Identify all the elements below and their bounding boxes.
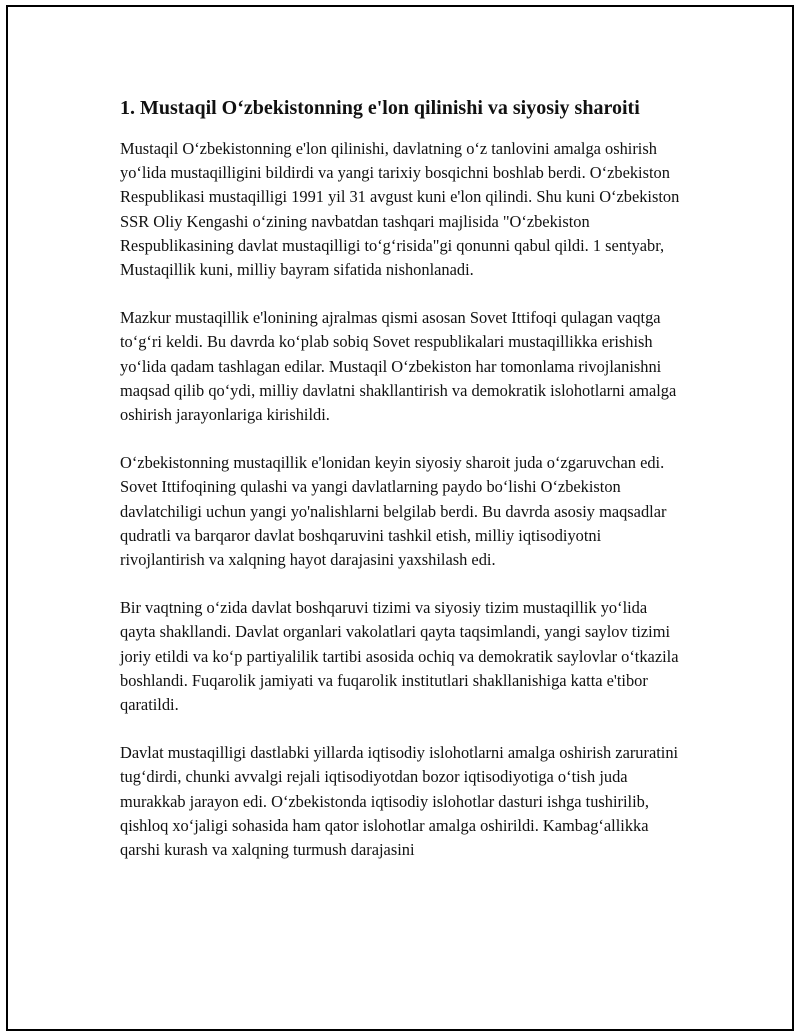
paragraph-governance-system: Bir vaqtning o‘zida davlat boshqaruvi tizimi va siyosiy tizim mustaqillik yo‘lida qayta shakllandi. Davlat organlari vakolatlari qayta taqsimlandi, yangi saylov tizimi joriy etildi va ko‘p partiyalilik tartibi asosida ochiq va demokratik saylovlar o‘tkazila boshlandi. Fuqarolik jamiyati va fuqarolik institutlari shakllanishiga katta e'tibor qaratildi.	[120, 598, 679, 715]
paragraph-political-situation: O‘zbekistonning mustaqillik e'lonidan keyin siyosiy sharoit juda o‘zgaruvchan edi. Sovet Ittifoqining qulashi va yangi davlatlarning paydo bo‘lishi O‘zbekiston davlatchiligi uchun yangi yo'nalishlarni belgilab berdi. Bu davrda asosiy maqsadlar qudratli va barqaror davlat boshqaruvini tashkil etish, milliy iqtisodiyotni rivojlantirish va xalqning hayot darajasini yaxshilash edi.	[120, 453, 667, 570]
paragraph-independence-declaration: Mustaqil O‘zbekistonning e'lon qilinishi, davlatning o‘z tanlovini amalga oshirish yo‘lida mustaqilligini bildirdi va yangi tarixiy bosqichni boshlab berdi. O‘zbekiston Respublikasi mustaqilligi 1991 yil 31 avgust kuni e'lon qilindi. Shu kuni O‘zbekiston SSR Oliy Kengashi o‘zining navbatdan tashqari majlisida "O‘zbekiston Respublikasining davlat mustaqilligi to‘g‘risida"gi qonunni qabul qildi. 1 sentyabr, Mustaqillik kuni, milliy bayram sifatida nishonlanadi.	[120, 139, 680, 280]
paragraph-soviet-collapse: Mazkur mustaqillik e'lonining ajralmas qismi asosan Sovet Ittifoqi qulagan vaqtga to‘g‘ri keldi. Bu davrda ko‘plab sobiq Sovet respublikalari mustaqillikka erishish yo‘lida qadam tashlagan edilar. Mustaqil O‘zbekiston har tomonlama rivojlanishni maqsad qilib qo‘ydi, milliy davlatni shakllantirish va demokratik islohotlarni amalga oshirish jarayonlariga kirishildi.	[120, 308, 677, 425]
document-content	[120, 95, 685, 886]
document-page	[6, 5, 794, 1031]
paragraph-economic-reforms: Davlat mustaqilligi dastlabki yillarda iqtisodiy islohotlarni amalga oshirish zaruratini tug‘dirdi, chunki avvalgi rejali iqtisodiyotdan bozor iqtisodiyotiga o‘tish juda murakkab jarayon edi. O‘zbekistonda iqtisodiy islohotlar dasturi ishga tushirilib, qishloq xo‘jaligi sohasida ham qator islohotlar amalga oshirildi. Kambag‘allikka qarshi kurash va xalqning turmush darajasini	[120, 743, 679, 860]
section-title: 1. Mustaqil O‘zbekistonning e'lon qilinishi va siyosiy sharoiti	[120, 97, 640, 119]
